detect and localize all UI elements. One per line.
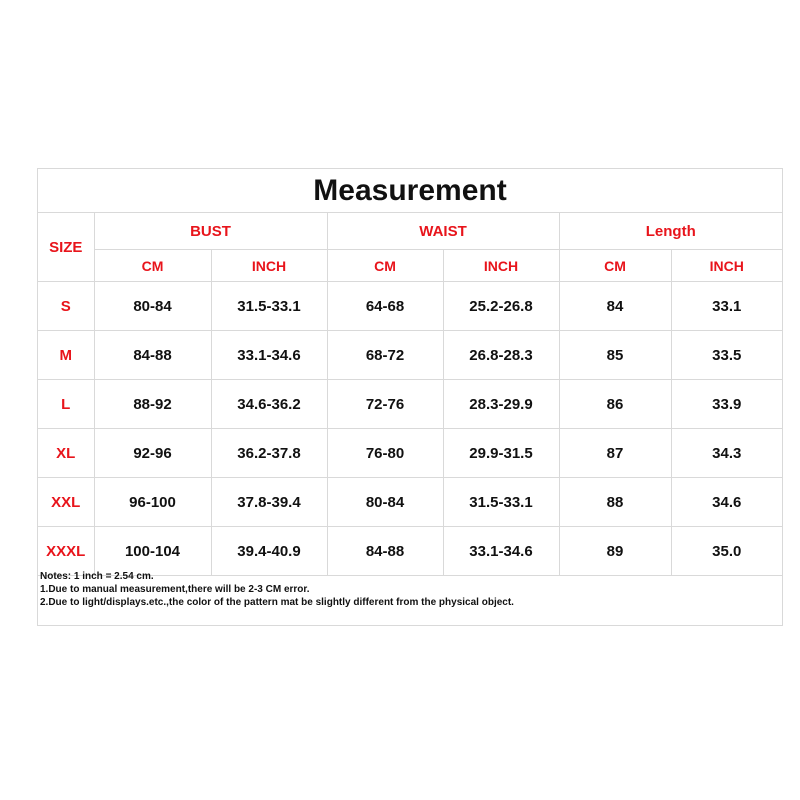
length-cm-cell: 85 bbox=[559, 331, 671, 380]
chart-title: Measurement bbox=[38, 169, 782, 213]
bust-inch-cell: 31.5-33.1 bbox=[211, 282, 327, 331]
waist-inch-cell: 31.5-33.1 bbox=[443, 478, 559, 527]
size-cell: XXXL bbox=[38, 527, 94, 576]
bust-cm-cell: 84-88 bbox=[94, 331, 211, 380]
bust-inch-cell: 39.4-40.9 bbox=[211, 527, 327, 576]
bust-inch-cell: 33.1-34.6 bbox=[211, 331, 327, 380]
length-cm-cell: 86 bbox=[559, 380, 671, 429]
waist-cm-cell: 68-72 bbox=[327, 331, 443, 380]
waist-inch-cell: 33.1-34.6 bbox=[443, 527, 559, 576]
waist-cm-cell: 76-80 bbox=[327, 429, 443, 478]
size-cell: XL bbox=[38, 429, 94, 478]
size-cell: M bbox=[38, 331, 94, 380]
note-line: 2.Due to light/displays.etc.,the color of the pattern mat be slightly different from the physical object. bbox=[40, 597, 514, 608]
size-chart bbox=[37, 168, 783, 626]
waist-cm-cell: 84-88 bbox=[327, 527, 443, 576]
unit-header-row bbox=[38, 250, 782, 282]
table-row bbox=[38, 380, 782, 429]
length-cm-cell: 87 bbox=[559, 429, 671, 478]
size-cell: XXL bbox=[38, 478, 94, 527]
note-line: 1.Due to manual measurement,there will be 2-3 CM error. bbox=[40, 584, 310, 595]
length-cm-header: CM bbox=[559, 250, 671, 282]
waist-inch-header: INCH bbox=[443, 250, 559, 282]
waist-cm-cell: 80-84 bbox=[327, 478, 443, 527]
table-row bbox=[38, 527, 782, 576]
bust-inch-cell: 37.8-39.4 bbox=[211, 478, 327, 527]
table-row bbox=[38, 331, 782, 380]
waist-cm-header: CM bbox=[327, 250, 443, 282]
size-cell: S bbox=[38, 282, 94, 331]
bust-cm-cell: 96-100 bbox=[94, 478, 211, 527]
bust-inch-header: INCH bbox=[211, 250, 327, 282]
length-cm-cell: 84 bbox=[559, 282, 671, 331]
length-inch-header: INCH bbox=[671, 250, 782, 282]
table-row bbox=[38, 478, 782, 527]
size-cell: L bbox=[38, 380, 94, 429]
length-header: Length bbox=[559, 213, 782, 250]
group-header-row bbox=[38, 213, 782, 250]
length-cm-cell: 89 bbox=[559, 527, 671, 576]
bust-inch-cell: 34.6-36.2 bbox=[211, 380, 327, 429]
length-inch-cell: 33.9 bbox=[671, 380, 782, 429]
table-row bbox=[38, 429, 782, 478]
bust-cm-cell: 92-96 bbox=[94, 429, 211, 478]
bust-cm-cell: 100-104 bbox=[94, 527, 211, 576]
waist-inch-cell: 28.3-29.9 bbox=[443, 380, 559, 429]
bust-cm-header: CM bbox=[94, 250, 211, 282]
length-inch-cell: 33.1 bbox=[671, 282, 782, 331]
bust-inch-cell: 36.2-37.8 bbox=[211, 429, 327, 478]
waist-cm-cell: 64-68 bbox=[327, 282, 443, 331]
size-header: SIZE bbox=[38, 213, 94, 282]
waist-header: WAIST bbox=[327, 213, 559, 250]
length-inch-cell: 34.3 bbox=[671, 429, 782, 478]
waist-cm-cell: 72-76 bbox=[327, 380, 443, 429]
bust-cm-cell: 88-92 bbox=[94, 380, 211, 429]
length-inch-cell: 35.0 bbox=[671, 527, 782, 576]
length-inch-cell: 34.6 bbox=[671, 478, 782, 527]
note-line: Notes: 1 inch = 2.54 cm. bbox=[40, 571, 154, 582]
length-inch-cell: 33.5 bbox=[671, 331, 782, 380]
notes bbox=[40, 570, 514, 609]
waist-inch-cell: 26.8-28.3 bbox=[443, 331, 559, 380]
measurement-table bbox=[38, 213, 782, 576]
waist-inch-cell: 25.2-26.8 bbox=[443, 282, 559, 331]
table-row bbox=[38, 282, 782, 331]
waist-inch-cell: 29.9-31.5 bbox=[443, 429, 559, 478]
bust-header: BUST bbox=[94, 213, 327, 250]
length-cm-cell: 88 bbox=[559, 478, 671, 527]
bust-cm-cell: 80-84 bbox=[94, 282, 211, 331]
